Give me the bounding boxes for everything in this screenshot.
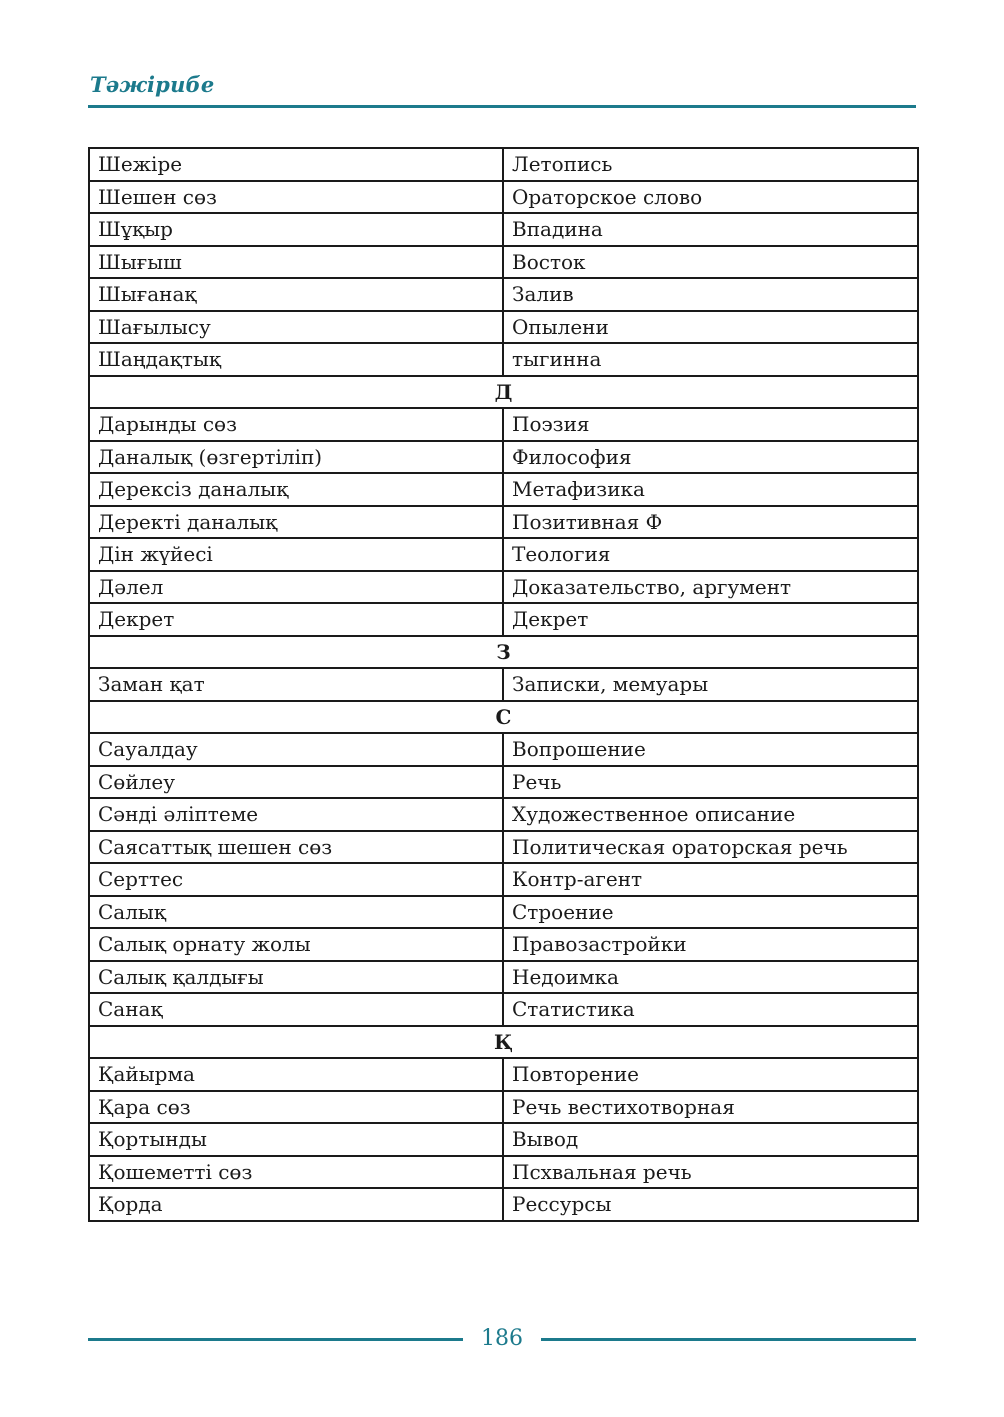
term-russian: тыгинна — [503, 343, 918, 376]
term-russian: Доказательство, аргумент — [503, 571, 918, 604]
footer-rule-right — [541, 1338, 916, 1341]
page-header-title: Тәжірибе — [90, 72, 215, 97]
term-kazakh: Дерексіз даналық — [89, 473, 503, 506]
term-russian: Недоимка — [503, 961, 918, 994]
table-row — [89, 928, 918, 961]
table-row — [89, 831, 918, 864]
term-kazakh: Қошеметті сөз — [89, 1156, 503, 1189]
term-kazakh: Дәлел — [89, 571, 503, 604]
term-russian: Декрет — [503, 603, 918, 636]
term-kazakh: Декрет — [89, 603, 503, 636]
term-kazakh: Салық орнату жолы — [89, 928, 503, 961]
term-russian: Впадина — [503, 213, 918, 246]
section-letter-row — [89, 1026, 918, 1059]
table-row — [89, 213, 918, 246]
term-kazakh: Сәнді әліптеме — [89, 798, 503, 831]
term-russian: Ресcурсы — [503, 1188, 918, 1221]
table-row — [89, 961, 918, 994]
table-row — [89, 441, 918, 474]
term-russian: Вопрошение — [503, 733, 918, 766]
term-kazakh: Саясаттық шешен сөз — [89, 831, 503, 864]
table-row — [89, 571, 918, 604]
table-row — [89, 538, 918, 571]
table-row — [89, 311, 918, 344]
table-row — [89, 766, 918, 799]
term-russian: Речь вестихотворная — [503, 1091, 918, 1124]
table-row — [89, 278, 918, 311]
term-kazakh: Санақ — [89, 993, 503, 1026]
term-russian: Правозастройки — [503, 928, 918, 961]
term-kazakh: Қайырма — [89, 1058, 503, 1091]
table-row — [89, 1156, 918, 1189]
table-row — [89, 896, 918, 929]
term-russian: Вывод — [503, 1123, 918, 1156]
term-russian: Метафизика — [503, 473, 918, 506]
term-russian: Летопись — [503, 148, 918, 181]
section-letter: З — [89, 636, 918, 669]
table-row — [89, 1058, 918, 1091]
term-kazakh: Шағылысу — [89, 311, 503, 344]
page-number: 186 — [481, 1326, 523, 1351]
table-row — [89, 993, 918, 1026]
term-kazakh: Қорда — [89, 1188, 503, 1221]
section-letter: Қ — [89, 1026, 918, 1059]
table-row — [89, 1123, 918, 1156]
term-kazakh: Сауалдау — [89, 733, 503, 766]
header-rule — [88, 105, 916, 108]
table-row — [89, 343, 918, 376]
table-row — [89, 1188, 918, 1221]
term-kazakh: Шығыш — [89, 246, 503, 279]
term-kazakh: Сөйлеу — [89, 766, 503, 799]
term-russian: Поэзия — [503, 408, 918, 441]
term-russian: Строение — [503, 896, 918, 929]
footer-rule-left — [88, 1338, 463, 1341]
term-kazakh: Дін жүйесі — [89, 538, 503, 571]
term-kazakh: Серттес — [89, 863, 503, 896]
term-russian: Повторение — [503, 1058, 918, 1091]
section-letter-row — [89, 636, 918, 669]
table-row — [89, 506, 918, 539]
term-russian: Речь — [503, 766, 918, 799]
section-letter: Д — [89, 376, 918, 409]
term-kazakh: Даналық (өзгертіліп) — [89, 441, 503, 474]
term-kazakh: Заман қат — [89, 668, 503, 701]
term-russian: Псхвальная речь — [503, 1156, 918, 1189]
table-row — [89, 148, 918, 181]
glossary-table — [88, 147, 919, 1222]
term-russian: Записки, мемуары — [503, 668, 918, 701]
term-kazakh: Дарынды сөз — [89, 408, 503, 441]
term-russian: Политическая ораторская речь — [503, 831, 918, 864]
glossary-table-body — [89, 148, 918, 1221]
table-row — [89, 668, 918, 701]
table-row — [89, 246, 918, 279]
term-russian: Теология — [503, 538, 918, 571]
table-row — [89, 181, 918, 214]
term-russian: Позитивная Ф — [503, 506, 918, 539]
table-row — [89, 408, 918, 441]
term-kazakh: Шаңдақтық — [89, 343, 503, 376]
term-kazakh: Салық қалдығы — [89, 961, 503, 994]
term-kazakh: Шұқыр — [89, 213, 503, 246]
term-russian: Восток — [503, 246, 918, 279]
term-kazakh: Шежіре — [89, 148, 503, 181]
table-row — [89, 1091, 918, 1124]
term-russian: Опылени — [503, 311, 918, 344]
term-kazakh: Салық — [89, 896, 503, 929]
table-row — [89, 733, 918, 766]
term-russian: Ораторское слово — [503, 181, 918, 214]
table-row — [89, 603, 918, 636]
section-letter-row — [89, 376, 918, 409]
section-letter-row — [89, 701, 918, 734]
term-kazakh: Деректі даналық — [89, 506, 503, 539]
term-russian: Контр-агент — [503, 863, 918, 896]
term-kazakh: Шығанақ — [89, 278, 503, 311]
term-russian: Статистика — [503, 993, 918, 1026]
table-row — [89, 473, 918, 506]
term-kazakh: Қара сөз — [89, 1091, 503, 1124]
table-row — [89, 863, 918, 896]
term-russian: Философия — [503, 441, 918, 474]
section-letter: С — [89, 701, 918, 734]
term-russian: Художественное описание — [503, 798, 918, 831]
table-row — [89, 798, 918, 831]
term-kazakh: Шешен сөз — [89, 181, 503, 214]
term-russian: Залив — [503, 278, 918, 311]
term-kazakh: Қортынды — [89, 1123, 503, 1156]
